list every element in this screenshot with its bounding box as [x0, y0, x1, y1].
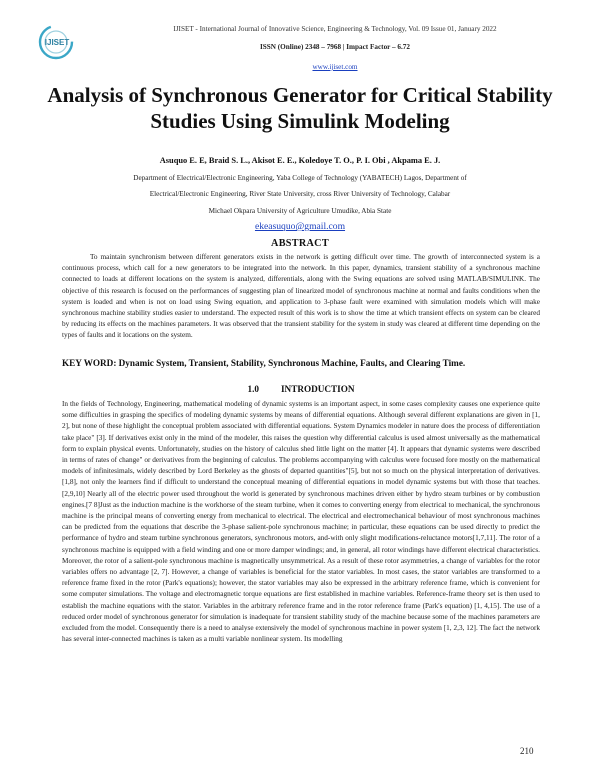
- keywords-line: [62, 358, 540, 368]
- logo-text: IJISET: [44, 38, 70, 47]
- keywords-list: : Dynamic System, Transient, Stability, Synchronous Machine, Faults, and Clearing Time.: [113, 358, 466, 368]
- abstract-heading: ABSTRACT: [271, 238, 329, 249]
- affiliation-line-2: Electrical/Electronic Engineering, River State University, cross River University of Technology, Calabar: [149, 190, 451, 198]
- journal-logo: [36, 22, 80, 62]
- journal-line: IJISET - International Journal of Innovative Science, Engineering & Technology, Vol. 09 Issue 01, January 2022: [173, 25, 497, 33]
- ijiset-logo-icon: [36, 22, 80, 62]
- affiliation-line-1: Department of Electrical/Electronic Engineering, Yaba College of Technology (YABATECH) Lagos, Department of: [133, 174, 467, 182]
- keywords-label: KEY WORD: [62, 358, 114, 368]
- page-number: 210: [520, 746, 534, 756]
- abstract-text: To maintain synchronism between different generators exists in the network is getting difficult over time. The growth of interconnected system is a continuous process, which call for a new generators to be integrated into the network. In this paper, dynamics, transient stability of a synchronous machine connected to loads at different locations on the system is analyzed, differentials, along with the Swing equations are solved using MATLAB/SIMULINK. The objective of this research is focused on the performances of suggesting plan of linearized model of synchronous machine at normal and faults conditions when the system is loaded and when is not on load using Swing equation, and application to 3-phase fault were examined with simulation models which will make synchronous machine stability studies easier to understand. The expected result of this work is to show the time at which transient effects on system can be cleared by reducing its effects on the machines parameters. It was observed that the transient stability for the system in study was cleared at different time depending on the types of faults and it locations on the system.: [62, 253, 540, 340]
- author-email-link[interactable]: ekeasuquo@gmail.com: [254, 221, 346, 232]
- author-list: Asuquo E. E, Braid S. L., Akisot E. E., Koledoye T. O., P. I. Obi , Akpama E. J.: [159, 156, 441, 165]
- issn-line: ISSN (Online) 2348 – 7968 | Impact Factor – 6.72: [260, 43, 410, 51]
- affiliation-line-3: Michael Okpara University of Agriculture Umudike, Abia State: [208, 207, 392, 215]
- section-title: INTRODUCTION: [280, 384, 355, 394]
- paper-title: Analysis of Synchronous Generator for Critical Stability Studies Using Simulink Modeling: [47, 83, 553, 133]
- introduction-heading: [62, 384, 540, 394]
- journal-website-link[interactable]: www.ijiset.com: [312, 63, 358, 71]
- section-number: 1.0: [247, 384, 259, 394]
- introduction-text: In the fields of Technology, Engineering, mathematical modeling of dynamic systems is an important aspect, in some cases complexity causes one experience quite some difficulties in grasping the specifics of modeling dynamic systems by means of differential equations. Although several different explanations are given in [1, 2], but none of these highlight the conceptual problem associated with differential equations. System Dynamics modeler in nature does the process of differentiation take place" [3]. If derivatives exist only in the mind of the modeler, this raises the question why differential calculus is used almost universally as the mathematical form to explain physical events. Unfortunately, studies on the history of calculus shed little light on the matter [4]. It appears that dynamic systems were described in terms of rates of change" or derivatives from the beginning of calculus. The problems accompanying with calculus were focused fore mostly on the mathematical models of infinitesimals, widely described by Lord Berkeley as the ghosts of departed quantities"[5], but not so much on the physical interpretation of derivatives.[1,8], not only the learners find if difficult to understand the conceptual meaning of differential equations in model dynamic systems but with those that teaches. [2,9,10] Nearly all of the electric power used throughout the world is generated by synchronous machines driven either by hydro steam turbines or by combustion engines.[7 8]Just as the induction machine is the workhorse of the steam turbine, when it comes to converting energy from electrical to mechanical, the synchronous machine is the principal means of converting energy from mechanical to electrical. The electrical and electromechanical behaviour of most synchronous machines can be predicted from the equations that describe the 3-phase salient-pole synchronous machine; in particular, these equations can be used directly to predict the performance of hydro and steam turbine synchronous generators, synchronous motors, and-with only slight modifications-reluctance motors[1,7,11]. The rotor of a synchronous machine is equipped with a field winding and one or more damper windings; and, in general, all rotor windings have different electrical characteristics. Moreover, the rotor of a salient-pole synchronous machine is magnetically unsymmetrical. As a result of these rotor asymmetries, a change of variables for the rotor variables offers no advantage [2, 7]. However, a change of variables is beneficial for the stator variables. In most cases, the stator variables are transformed to a reference frame fixed in the rotor (Park's equations); however, the stator variables may also be expressed in the arbitrary reference frame, which is convenient for some computer simulations. The voltage and electromagnetic torque equations are first established in machine variables. Reference-frame theory set is then used to establish the machine equations with the stator. Variables in the arbitrary reference frame and in the rotor reference frame (Park's equation) [1, 4,15]. The use of a reduced order model of synchronous generator for simulation is inadequate for transient stability study of the machine because some of the machines parameters are excluded from the model. Consequently there is a need to analyse extensively the model of synchronous machine in power system [1, 2,3, 12]. The fact the network has several inter-connected machines is taken as a multi variable nonlinear system. Its modelling: [62, 400, 540, 644]
